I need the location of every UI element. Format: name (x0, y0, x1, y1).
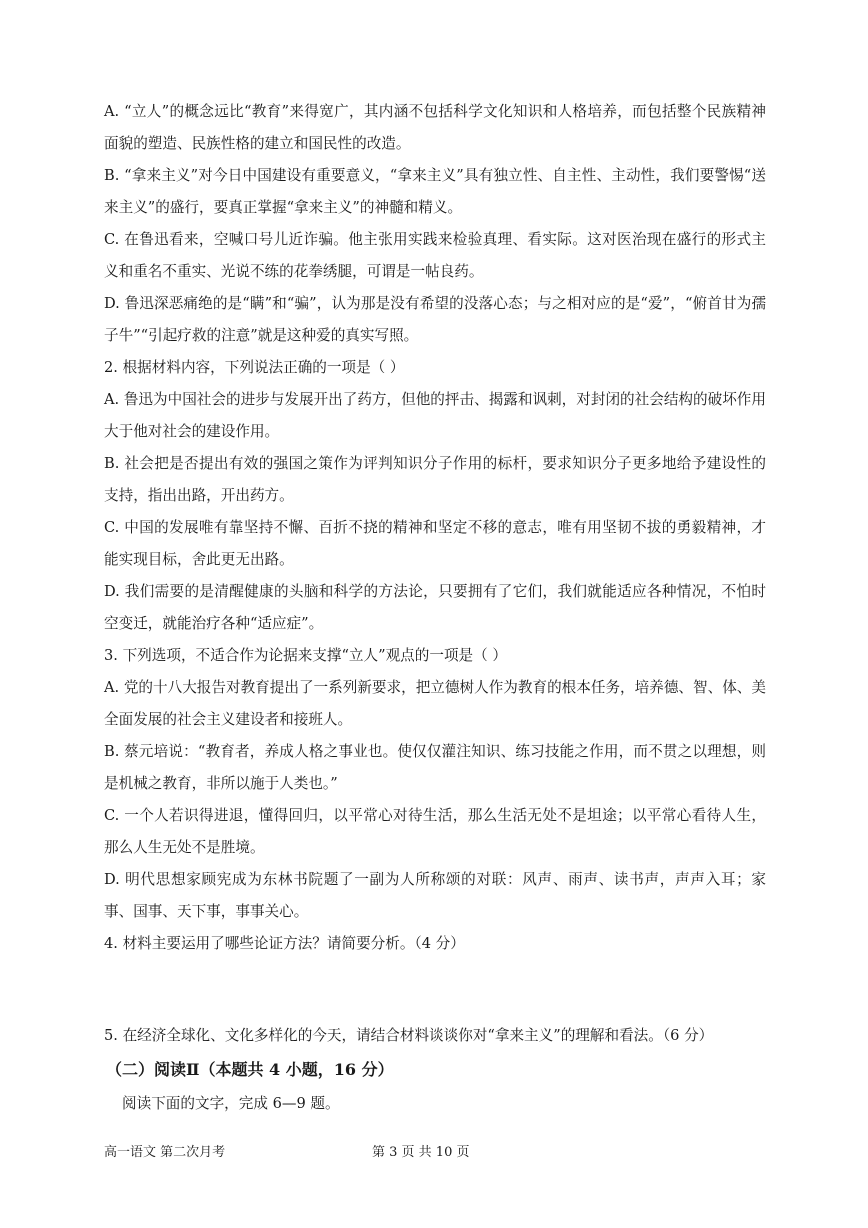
q4-answer-space (104, 960, 766, 1020)
section-heading: （二）阅读Ⅱ（本题共 4 小题，16 分） (106, 1060, 394, 1079)
q1-option-c: C. 在鲁迅看来，空喊口号儿近诈骗。他主张用实践来检验真理、看实际。这对医治现在盛行的形式主义和重名不重实、光说不练的花拳绣腿，可谓是一帖良药。 (104, 231, 766, 280)
q5-stem: 5. 在经济全球化、文化多样化的今天，请结合材料谈谈你对“拿来主义”的理解和看法。（6 分） (104, 1027, 714, 1044)
q3-option-c: C. 一个人若识得进退，懂得回归，以平常心对待生活，那么生活无处不是坦途；以平常心看待人生，那么人生无处不是胜境。 (104, 807, 766, 856)
q3-option-b: B. 蔡元培说：“教育者，养成人格之事业也。使仅仅灌注知识、练习技能之作用，而不贯之以理想，则是机械之教育，非所以施于人类也。” (104, 743, 766, 792)
q3-stem: 3. 下列选项，不适合作为论据来支撑“立人”观点的一项是（ ） (104, 647, 507, 664)
q1-option-a: A. “立人”的概念远比“教育”来得宽广，其内涵不包括科学文化知识和人格培养，而包括整个民族精神面貌的塑造、民族性格的建立和国民性的改造。 (104, 103, 766, 152)
q1-option-b: B. “拿来主义”对今日中国建设有重要意义，“拿来主义”具有独立性、自主性、主动性，我们要警惕“送来主义”的盛行，要真正掌握“拿来主义”的神髓和精义。 (104, 167, 766, 216)
q4-stem: 4. 材料主要运用了哪些论证方法？请简要分析。（4 分） (104, 935, 465, 952)
q3-option-a: A. 党的十八大报告对教育提出了一系列新要求，把立德树人作为教育的根本任务，培养德、智、体、美全面发展的社会主义建设者和接班人。 (104, 679, 766, 728)
q2-stem: 2. 根据材料内容，下列说法正确的一项是（ ） (104, 359, 405, 376)
q2-option-a: A. 鲁迅为中国社会的进步与发展开出了药方，但他的抨击、揭露和讽刺，对封闭的社会结构的破坏作用大于他对社会的建设作用。 (104, 391, 766, 440)
q3-option-d: D. 明代思想家顾宪成为东林书院题了一副为人所称颂的对联：风声、雨声、读书声，声声入耳；家事、国事、天下事，事事关心。 (104, 871, 766, 920)
section-intro: 阅读下面的文字，完成 6—9 题。 (122, 1095, 340, 1112)
q2-option-c: C. 中国的发展唯有靠坚持不懈、百折不挠的精神和坚定不移的意志，唯有用坚韧不拔的勇毅精神，才能实现目标，舍此更无出路。 (104, 519, 766, 568)
question-content (104, 96, 766, 1110)
q1-option-d: D. 鲁迅深恶痛绝的是“瞒”和“骗”，认为那是没有希望的没落心态；与之相对应的是“爱”，“俯首甘为孺子牛”“引起疗救的注意”就是这种爱的真实写照。 (104, 295, 766, 344)
footer-subject: 高一语文 第二次月考 (104, 1145, 226, 1160)
q2-option-d: D. 我们需要的是清醒健康的头脑和科学的方法论，只要拥有了它们，我们就能适应各种情况，不怕时空变迁，就能治疗各种“适应症”。 (104, 583, 766, 632)
footer-page-number: 第 3 页 共 10 页 (372, 1145, 470, 1160)
q2-option-b: B. 社会把是否提出有效的强国之策作为评判知识分子作用的标杆，要求知识分子更多地给予建设性的支持，指出出路，开出药方。 (104, 455, 766, 504)
